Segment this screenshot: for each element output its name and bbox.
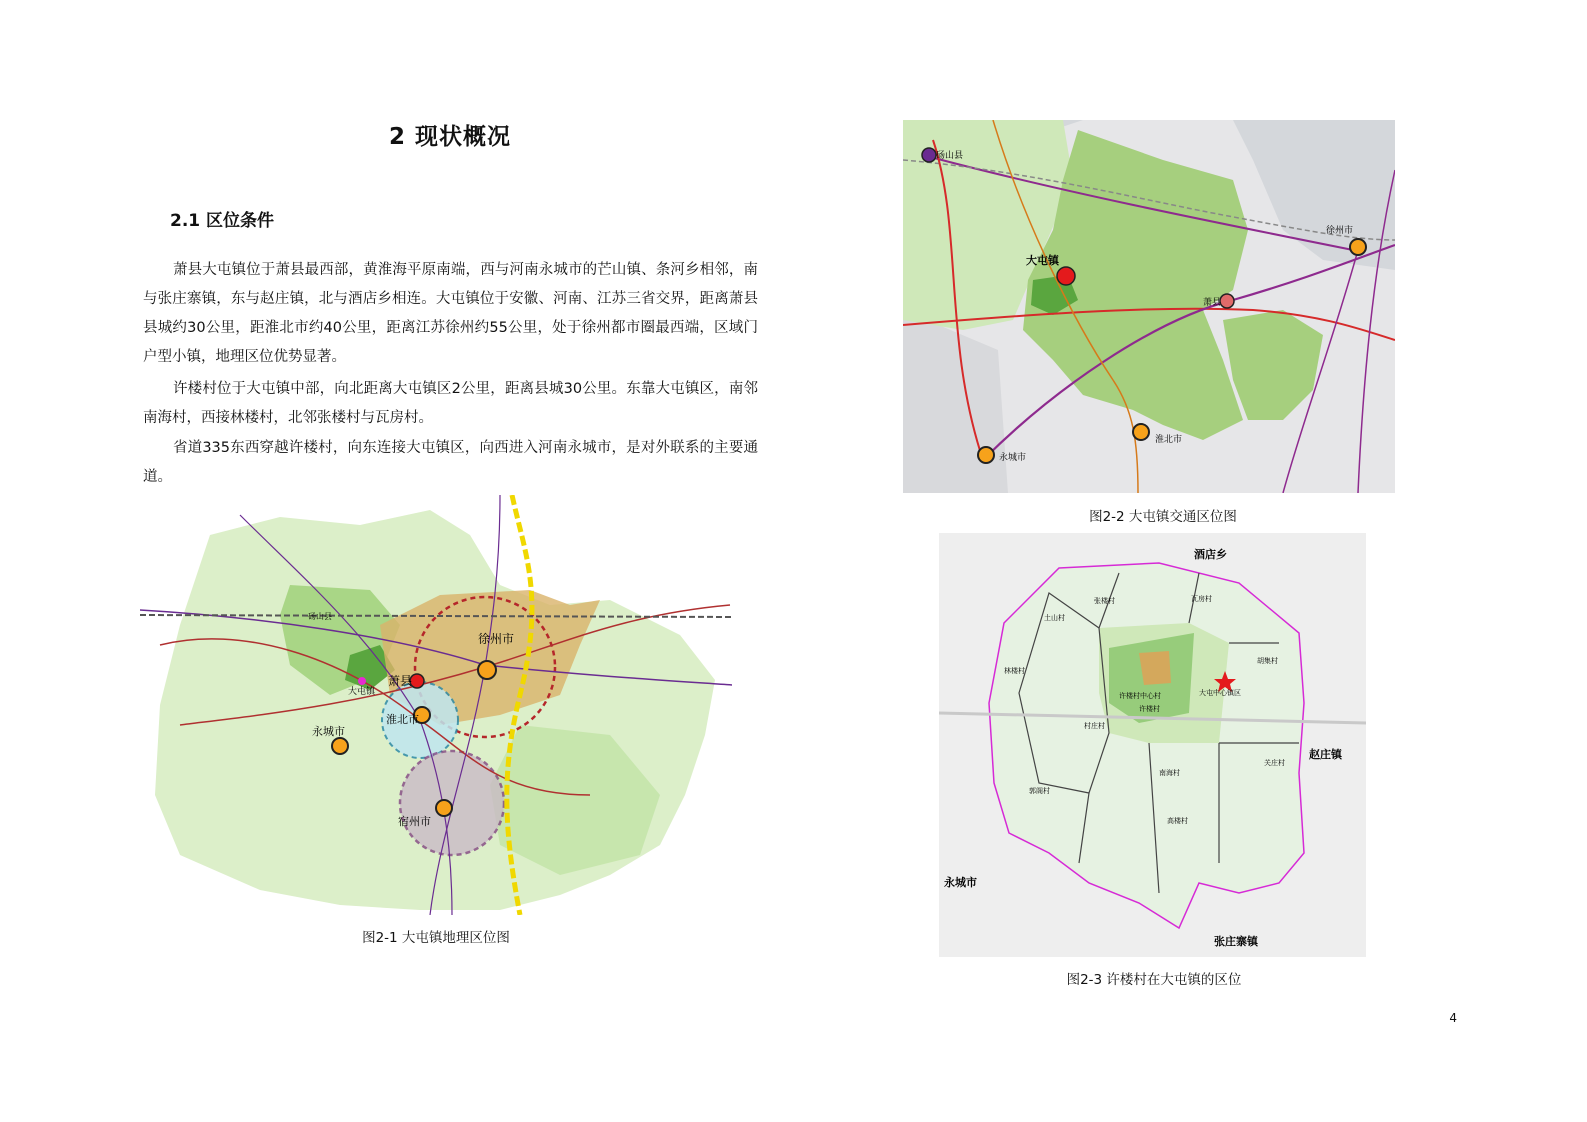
figure-2-3-map (939, 533, 1366, 957)
fig3-label-wafang: 瓦房村 (1191, 595, 1212, 603)
fig3-label-zhanglou: 张楼村 (1094, 597, 1115, 605)
fig2-label-xiaoxian: 萧县 (1203, 298, 1222, 308)
fig3-label-xulou: 许楼村 (1139, 705, 1160, 713)
section-title: 2 现状概况 (388, 124, 511, 150)
fig2-label-xuzhou: 徐州市 (1326, 226, 1354, 236)
fig3-label-xulou-center: 许楼村中心村 (1119, 692, 1161, 700)
fig2-label-datun: 大屯镇 (1026, 254, 1059, 267)
figure-2-3-caption: 图2-3 许楼村在大屯镇的区位 (1066, 972, 1242, 988)
paragraph-1: 萧县大屯镇位于萧县最西部，黄淮海平原南端，西与河南永城市的芒山镇、条河乡相邻，南与张庄寨镇，东与赵庄镇，北与酒店乡相连。大屯镇位于安徽、河南、江苏三省交界，距离萧县县城约30公里，距淮北市约40公里，距离江苏徐州约55公里，处于徐州都市圈最西端，区域门户型小镇，地理区位优势显著。 (143, 262, 758, 365)
figure-2-2-map (903, 120, 1395, 493)
paragraph-2: 许楼村位于大屯镇中部，向北距离大屯镇区2公里，距离县城30公里。东靠大屯镇区，南邻南海村，西接林楼村，北邻张楼村与瓦房村。 (143, 381, 758, 426)
figure-2-1-map (140, 495, 732, 915)
fig3-label-gaolou: 高楼村 (1167, 817, 1188, 825)
fig3-label-hudu: 胡集村 (1257, 657, 1278, 665)
fig2-label-dangshan: 砀山县 (936, 151, 964, 161)
fig3-label-yongcheng: 永城市 (944, 876, 977, 889)
fig1-label-xiaoxian: 萧县 (388, 674, 413, 688)
fig1-label-xuzhou: 徐州市 (478, 632, 515, 646)
fig3-label-linlou: 林楼村 (1004, 667, 1025, 675)
fig2-label-yongcheng: 永城市 (999, 453, 1027, 463)
figure-2-1-caption: 图2-1 大屯镇地理区位图 (362, 930, 510, 946)
fig1-label-suzhou: 宿州市 (398, 815, 431, 828)
fig1-label-huaibei: 淮北市 (386, 713, 419, 726)
fig3-label-zhaozhuang: 赵庄镇 (1309, 748, 1342, 761)
fig1-label-datun: 大屯镇 (348, 687, 376, 697)
fig3-label-guanzhuang: 关庄村 (1264, 759, 1285, 767)
figure-2-2-caption: 图2-2 大屯镇交通区位图 (1089, 509, 1237, 525)
fig3-label-tushan: 土山村 (1044, 614, 1065, 622)
fig3-label-datun-center: 大屯中心镇区 (1199, 689, 1241, 697)
fig3-label-cunzhuang: 村庄村 (1084, 722, 1105, 730)
fig3-label-guoge: 郭阁村 (1029, 787, 1050, 795)
fig2-label-huaibei: 淮北市 (1155, 435, 1183, 445)
fig3-label-jiudian: 酒店乡 (1194, 548, 1227, 561)
subsection-title: 2.1 区位条件 (170, 211, 275, 231)
paragraph-3: 省道335东西穿越许楼村，向东连接大屯镇区，向西进入河南永城市，是对外联系的主要通道。 (143, 440, 758, 485)
fig3-label-nanhai: 南海村 (1159, 769, 1180, 777)
fig1-label-yongcheng: 永城市 (312, 725, 345, 738)
fig1-label-dangshan: 砀山县 (308, 612, 332, 621)
fig3-label-zhangzhuangzhai: 张庄寨镇 (1214, 935, 1258, 948)
page-number: 4 (1449, 1011, 1457, 1025)
